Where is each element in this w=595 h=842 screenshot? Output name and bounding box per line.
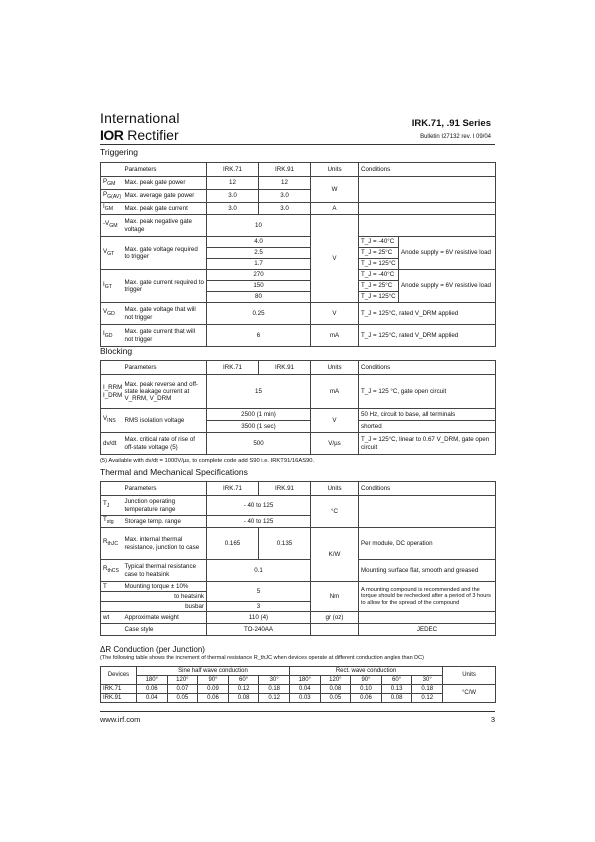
angle-header: 120° [320,676,351,685]
table-row: Case style TO-240AA JEDEC [101,624,496,636]
dr-cell: 0.04 [137,694,168,703]
dr-cell: 0.05 [167,694,198,703]
angle-header: 120° [167,676,198,685]
dr-cell: 0.12 [228,685,259,694]
table-row: $P_{GM}$ Max. peak gate power 12 12 W [101,177,496,190]
dr-cell: 0.10 [351,685,382,694]
dr-cell: 0.06 [351,694,382,703]
angle-header: 90° [198,676,229,685]
logo-rectifier-text: Rectifier [127,127,179,143]
table-row: $V_{INS}$ RMS isolation voltage 2500 (1 min) V 50 Hz, circuit to base, all terminals [101,409,496,421]
dr-cell: 0.07 [167,685,198,694]
table-row [101,694,496,703]
col-parameters: Parameters [123,163,207,177]
series-title: IRK.71, .91 Series [411,118,491,129]
device-cell: IRK.91 [101,694,137,703]
dr-cell: 0.06 [137,685,168,694]
dr-cell: 0.12 [412,694,443,703]
dr-cell: 0.08 [381,694,412,703]
dr-cell: 0.13 [381,685,412,694]
blocking-table: Parameters IRK.71 IRK.91 Units Conditions I_RRM I_DRM Max. peak reverse and off-state leakage current at V_RRM, V_DRM 15 mA T_J = 125 °C, gate open circuit $V_{INS}$ RMS isolation voltage 2500 (1 min) V 50 Hz, circuit to base, all terminals 3500 (1 sec) shorted dv/dt Max. critical rate of rise of off-state voltage (5) 500 V/µs T_J = 125°C, linear to 0.67 V_DRM, gate open circuit [100,360,496,455]
table-row: $I_{GM}$ Max. peak gate current 3.0 3.0 A [101,203,496,215]
table-row: I_RRM I_DRM Max. peak reverse and off-state leakage current at V_RRM, V_DRM 15 mA T_J = 125 °C, gate open circuit [101,375,496,409]
table-row: $T_J$ Junction operating temperature range - 40 to 125 °C [101,496,496,516]
angle-header: 30° [412,676,443,685]
angle-header: 30° [259,676,290,685]
table-row: $-V_{GM}$ Max. peak negative gate voltage 10 V [101,215,496,237]
table-row: $R_{thJC}$ Max. internal thermal resistance, junction to case 0.165 0.135 K/W Per module, DC operation [101,528,496,560]
dr-cell: 0.04 [290,685,321,694]
dr-cell: 0.05 [320,694,351,703]
header-rule [100,144,495,145]
table-row: $I_{GT}$ Max. gate current required to trigger 270 T_J = -40°C Anode supply = 6V resistive load [101,270,496,281]
footer-rule [100,711,495,712]
logo-international: International [100,110,180,126]
table-row: wt Approximate weight 110 (4) gr (oz) [101,612,496,624]
table-row: $R_{thCS}$ Typical thermal resistance case to heatsink 0.1 Mounting surface flat, smooth and greased [101,560,496,582]
table-row: $V_{GT}$ Max. gate voltage required to trigger 4.0 T_J = -40°C Anode supply = 6V resistive load [101,237,496,248]
angle-header: 60° [228,676,259,685]
dr-cell: 0.18 [259,685,290,694]
page-number: 3 [490,715,495,724]
col-irk71: IRK.71 [207,163,259,177]
dr-cell: 0.06 [198,694,229,703]
thermal-table: Parameters IRK.71 IRK.91 Units Conditions $T_J$ Junction operating temperature range - 40 to 125 °C $T_{stg}$ Storage temp. range - 40 to 125 $R_{thJC}$ Max. internal thermal resistance, junction to case 0.165 0.135 K/W Per module, DC operation $R_{thCS}$ Typical thermal resistance case to heatsink 0.1 Mounting surface flat, smooth and greased T Mounting torque ± 10% 5 Nm A mounting compound is recommended and the torque should be rechecked after a period of 3 hours to allow for the spread of the compound to heatsink busbar 3 wt Approximate weight 110 (4) gr (oz) Case style TO-240AA JEDEC [100,481,496,636]
table-row: $T_{stg}$ Storage temp. range - 40 to 125 [101,516,496,528]
angle-header: 180° [290,676,321,685]
bulletin: Bulletin I27132 rev. I 09/04 [420,134,491,140]
triggering-table: Parameters IRK.71 IRK.91 Units Conditions $P_{GM}$ Max. peak gate power 12 12 W $P_{G(AV)}$ Max. average gate power 3.0 3.0 $I_{GM}$ Max. peak gate current 3.0 3.0 A $-V_{GM}$ Max. peak negative gate voltage 10 V $V_{GT}$ Max. gate voltage required to trigger 4.0 T_J = -40°C Anode supply = 6V resistive load 2.5 T_J = 25°C 1.7 T_J = 125°C $I_{GT}$ Max. gate current required to trigger 270 T_J = -40°C Anode supply = 6V resistive load 150 T_J = 25°C 80 T_J = 125°C $V_{GD}$ Max. gate voltage that will not trigger 0.25 V T_J = 125°C, rated V_DRM applied $I_{GD}$ Max. gate current that will not trigger 6 mA T_J = 125°C, rated V_DRM applied [100,162,496,347]
angle-header: 180° [137,676,168,685]
dr-cell: 0.18 [412,685,443,694]
table-row: dv/dt Max. critical rate of rise of off-state voltage (5) 500 V/µs T_J = 125°C, linear to 0.67 V_DRM, gate open circuit [101,433,496,455]
col-units: Units [311,163,359,177]
dr-table: Devices Sine half wave conduction Rect. wave conduction Units 180° 120° 90° 60° 30° 180° 120° 90° 60° 30° IRK.71 0.06 0.07 0.09 0.12 0.18 0.04 0.08 0.10 0.13 0.18 °C/W IRK.91 0.04 0.05 0.06 0.08 0.12 0.03 0.05 0.06 0.08 0.12 [100,666,496,703]
table-row: $I_{GD}$ Max. gate current that will not trigger 6 mA T_J = 125°C, rated V_DRM applied [101,325,496,347]
logo-ior: IOR [100,127,124,143]
dr-cell: 0.03 [290,694,321,703]
dr-cell: 0.09 [198,685,229,694]
angle-header: 90° [351,676,382,685]
footer-url[interactable]: www.irf.com [100,715,141,724]
section-dr: ΔR Conduction (per Junction) [100,645,205,654]
section-triggering: Triggering [100,147,138,157]
logo-rectifier [100,127,179,143]
col-irk91: IRK.91 [259,163,311,177]
col-conditions: Conditions [359,163,496,177]
table-row [101,685,496,694]
angle-header: 60° [381,676,412,685]
dr-cell: 0.12 [259,694,290,703]
device-cell: IRK.71 [101,685,137,694]
dr-cell: 0.08 [228,694,259,703]
table-row: T Mounting torque ± 10% 5 Nm A mounting compound is recommended and the torque should be rechecked after a period of 3 hours to allow for the spread of the compound [101,582,496,592]
blocking-note: (5) Available with dv/dt = 1000V/µs, to complete code add S90 i.e. IRKT91/16AS90. [100,458,315,464]
section-thermal: Thermal and Mechanical Specifications [100,467,248,477]
table-row: $P_{G(AV)}$ Max. average gate power 3.0 3.0 [101,190,496,203]
section-blocking: Blocking [100,346,133,356]
table-row: $V_{GD}$ Max. gate voltage that will not trigger 0.25 V T_J = 125°C, rated V_DRM applied [101,303,496,325]
dr-subtitle: (The following table shows the increment of thermal resistance R_thJC when devices operate at different conduction angles than DC) [100,655,424,661]
dr-unit: °C/W [443,685,496,703]
dr-cell: 0.08 [320,685,351,694]
